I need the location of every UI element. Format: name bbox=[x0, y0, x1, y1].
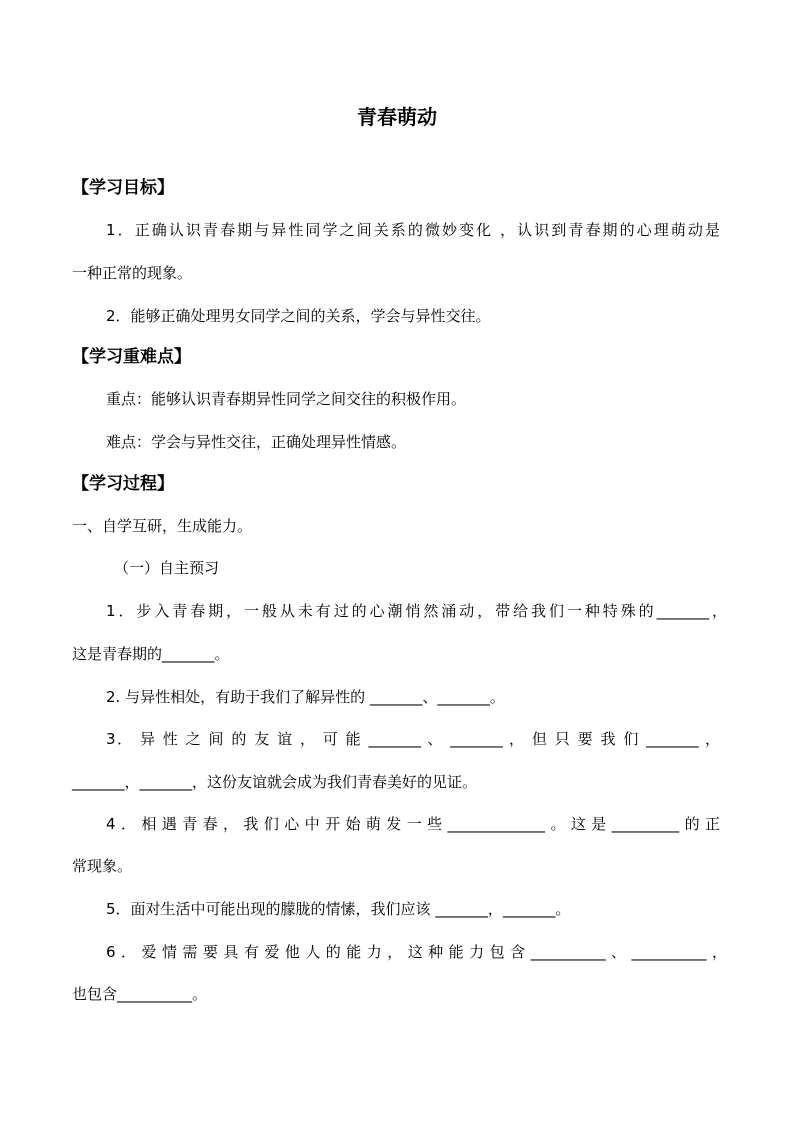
process-subsection-1: （一）自主预习 bbox=[114, 559, 220, 577]
question-6-line-2: 也包含__________。 bbox=[72, 985, 208, 1003]
key-points-heading: 【学习重难点】 bbox=[72, 347, 191, 367]
objective-2: 2．能够正确处理男女同学之间的关系，学会与异性交往。 bbox=[106, 307, 491, 325]
key-point-focus: 重点：能够认识青春期异性同学之间交往的积极作用。 bbox=[106, 390, 467, 408]
page-title: 青春萌动 bbox=[357, 105, 437, 129]
objective-1-line-1: 1．正确认识青春期与异性同学之间关系的微妙变化 ，认识到青春期的心理萌动是 bbox=[106, 221, 720, 239]
question-6-line-1: 6．爱情需要具有爱他人的能力，这种能力包含__________、__________， bbox=[106, 943, 727, 961]
question-4-line-2: 常现象。 bbox=[72, 857, 133, 875]
key-point-difficulty: 难点：学会与异性交往，正确处理异性情感。 bbox=[106, 433, 407, 451]
question-5: 5．面对生活中可能出现的朦胧的情愫，我们应该 _______，_______。 bbox=[106, 900, 571, 918]
process-part-1: 一、自学互研，生成能力。 bbox=[72, 517, 253, 535]
objectives-heading: 【学习目标】 bbox=[72, 178, 174, 198]
process-heading: 【学习过程】 bbox=[72, 474, 174, 494]
objective-1-line-2: 一种正常的现象。 bbox=[72, 264, 193, 282]
question-3-line-2: _______，_______，这份友谊就会成为我们青春美好的见证。 bbox=[72, 773, 478, 791]
question-3-line-1: 3． 异 性 之 间 的 友 谊 ， 可 能 _______ 、 _______ ， 但 只 要 我 们 _______ ， bbox=[106, 730, 720, 748]
question-1-line-1: 1．步入青春期，一般从未有过的心潮悄然涌动，带给我们一种特殊的_______， bbox=[106, 602, 727, 620]
question-1-line-2: 这是青春期的_______。 bbox=[72, 645, 230, 663]
question-4-line-1: 4．相遇青春，我们心中开始萌发一些_____________。这是_________的正 bbox=[106, 815, 720, 833]
question-2: 2. 与异性相处，有助于我们了解异性的 _______、_______。 bbox=[106, 688, 505, 706]
